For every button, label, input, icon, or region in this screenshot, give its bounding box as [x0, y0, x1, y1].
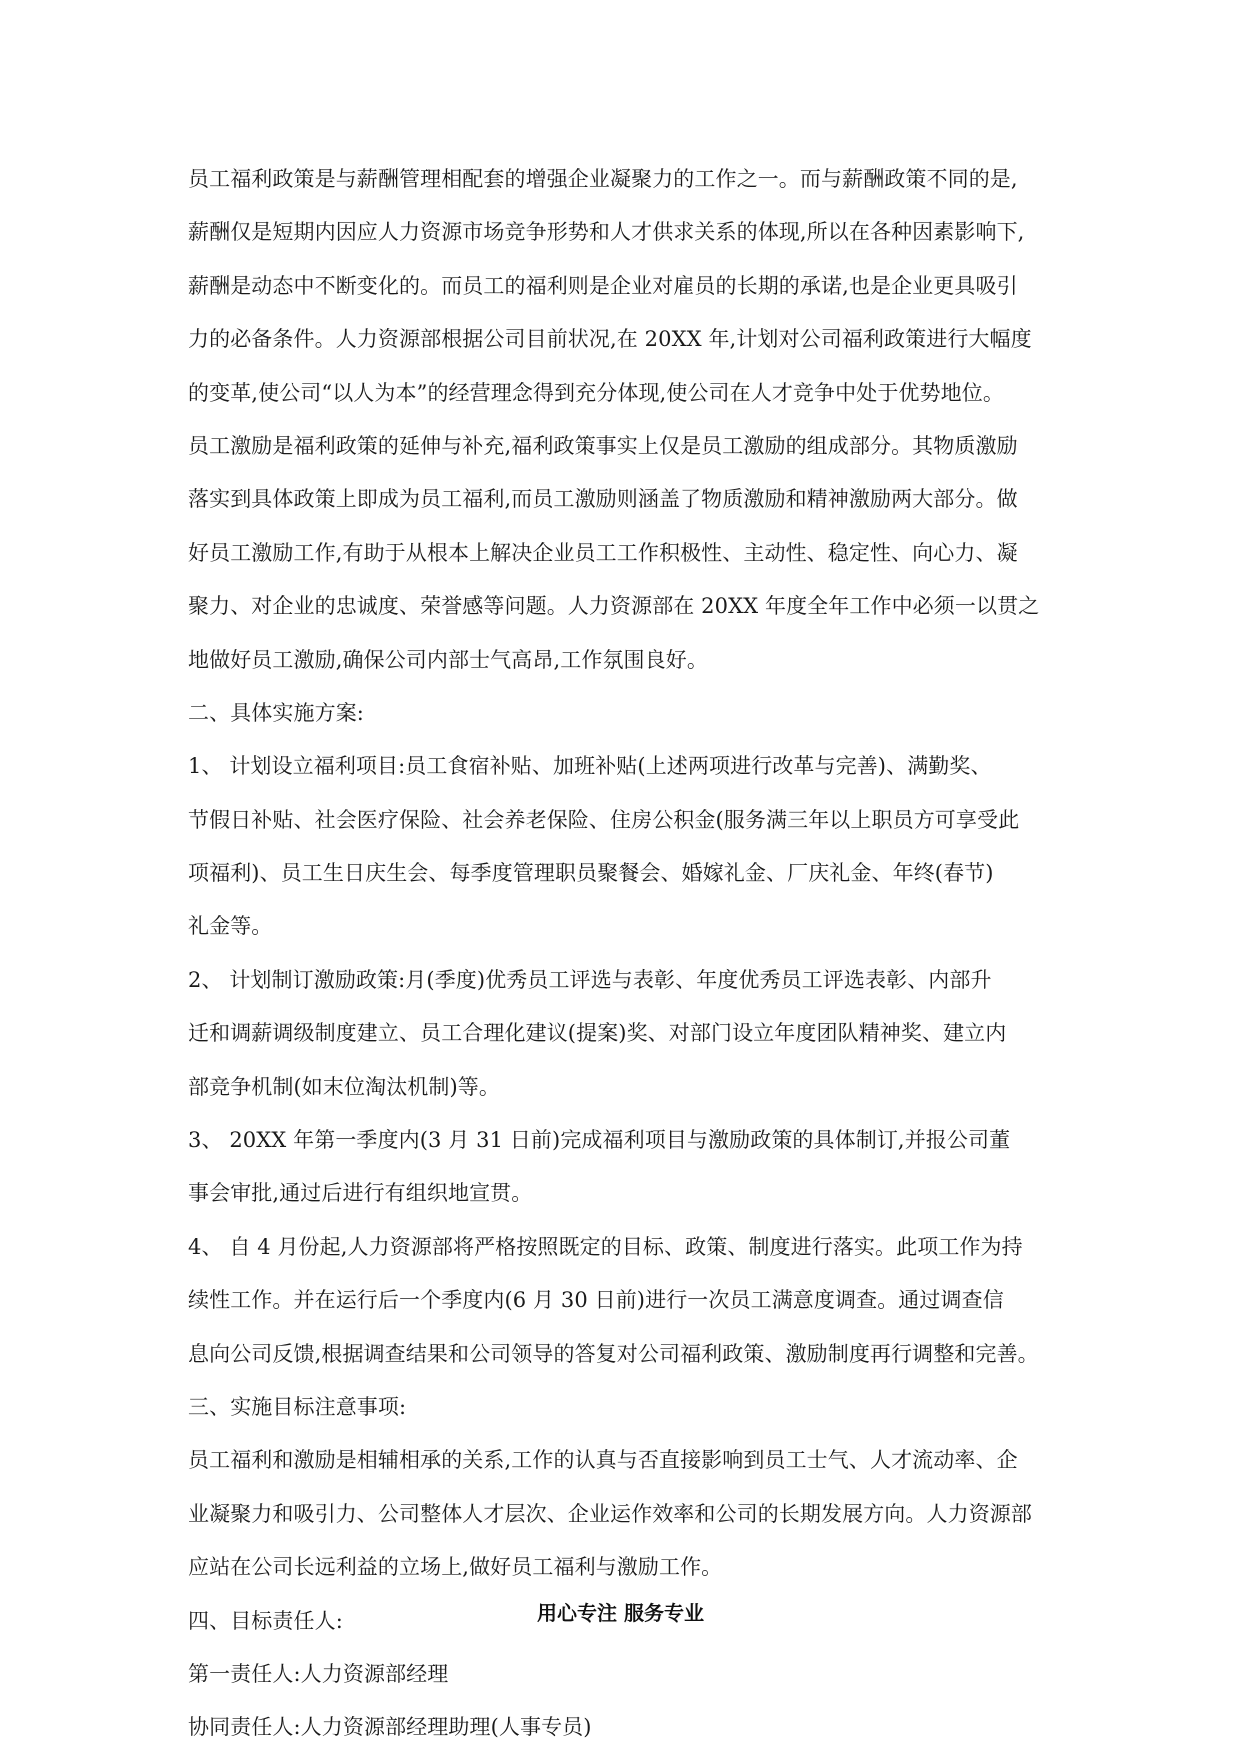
list-item-line: 1、 计划设立福利项目:员工食宿补贴、加班补贴(上述两项进行改革与完善)、满勤奖、: [188, 754, 992, 779]
list-item-line: 项福利)、员工生日庆生会、每季度管理职员聚餐会、婚嫁礼金、厂庆礼金、年终(春节): [188, 861, 994, 886]
page-footer: 用心专注 服务专业: [537, 1601, 704, 1625]
list-item-line: 事会审批,通过后进行有组织地宣贯。: [188, 1181, 533, 1206]
list-item-line: 2、 计划制订激励政策:月(季度)优秀员工评选与表彰、年度优秀员工评选表彰、内部升: [188, 967, 992, 992]
body-line: 聚力、对企业的忠诚度、荣誉感等问题。人力资源部在 20XX 年度全年工作中必须一以贯之: [188, 594, 1040, 619]
section-heading: 三、实施目标注意事项:: [188, 1394, 407, 1419]
body-line: 员工福利政策是与薪酬管理相配套的增强企业凝聚力的工作之一。而与薪酬政策不同的是,: [188, 167, 1018, 191]
list-item-line: 续性工作。并在运行后一个季度内(6 月 30 日前)进行一次员工满意度调查。通过调查信: [188, 1288, 1004, 1313]
list-item-line: 部竞争机制(如末位淘汰机制)等。: [188, 1074, 500, 1099]
body-line: 薪酬仅是短期内因应人力资源市场竞争形势和人才供求关系的体现,所以在各种因素影响下,: [188, 220, 1025, 245]
body-line: 薪酬是动态中不断变化的。而员工的福利则是企业对雇员的长期的承诺,也是企业更具吸引: [188, 273, 1018, 298]
list-item-line: 迁和调薪调级制度建立、员工合理化建议(提案)奖、对部门设立年度团队精神奖、建立内: [188, 1021, 1007, 1046]
list-item-line: 礼金等。: [188, 914, 273, 939]
body-line: 业凝聚力和吸引力、公司整体人才层次、企业运作效率和公司的长期发展方向。人力资源部: [188, 1501, 1032, 1526]
body-line: 员工福利和激励是相辅相承的关系,工作的认真与否直接影响到员工士气、人才流动率、企: [188, 1448, 1018, 1473]
list-item-line: 息向公司反馈,根据调查结果和公司领导的答复对公司福利政策、激励制度再行调整和完善。: [188, 1341, 1039, 1366]
list-item-line: 3、 20XX 年第一季度内(3 月 31 日前)完成福利项目与激励政策的具体制订,并报公司董: [188, 1128, 1011, 1153]
responsible-person-line: 第一责任人:人力资源部经理: [188, 1661, 449, 1686]
section-heading: 四、目标责任人:: [188, 1608, 343, 1633]
body-line: 应站在公司长远利益的立场上,做好员工福利与激励工作。: [188, 1555, 723, 1580]
section-heading: 二、具体实施方案:: [188, 700, 364, 725]
document-body: [188, 153, 1058, 1755]
body-line: 落实到具体政策上即成为员工福利,而员工激励则涵盖了物质激励和精神激励两大部分。做: [188, 487, 1018, 512]
body-line: 员工激励是福利政策的延伸与补充,福利政策事实上仅是员工激励的组成部分。其物质激励: [188, 433, 1018, 458]
body-line: 的变革,使公司“以人为本”的经营理念得到充分体现,使公司在人才竞争中处于优势地位。: [188, 380, 1004, 405]
responsible-person-line: 协同责任人:人力资源部经理助理(人事专员): [188, 1715, 592, 1740]
body-line: 力的必备条件。人力资源部根据公司目前状况,在 20XX 年,计划对公司福利政策进行大幅度: [188, 327, 1032, 352]
list-item-line: 4、 自 4 月份起,人力资源部将严格按照既定的目标、政策、制度进行落实。此项工作为持: [188, 1234, 1023, 1259]
body-line: 好员工激励工作,有助于从根本上解决企业员工工作积极性、主动性、稳定性、向心力、凝: [188, 540, 1018, 565]
list-item-line: 节假日补贴、社会医疗保险、社会养老保险、住房公积金(服务满三年以上职员方可享受此: [188, 807, 1020, 832]
body-line: 地做好员工激励,确保公司内部士气高昂,工作氛围良好。: [188, 647, 708, 672]
